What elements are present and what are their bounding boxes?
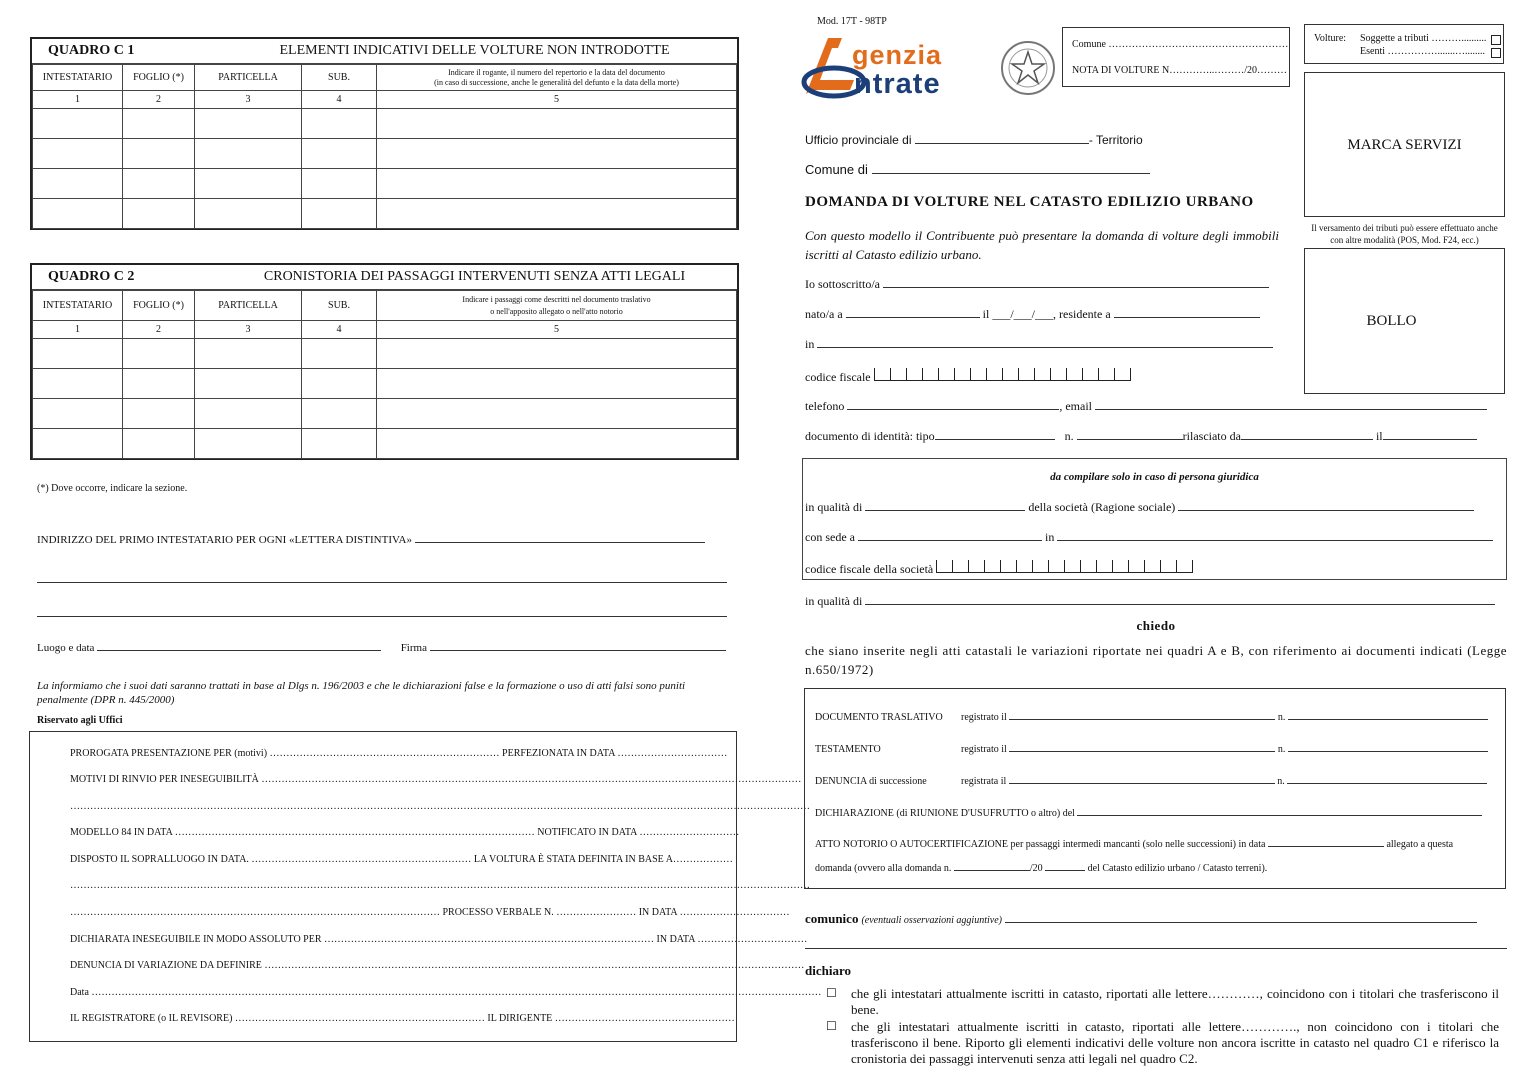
dich2-text: che gli intestatari attualmente iscritti in catasto, riportati alle lettere…………., non coincidono con i titolari che trasferiscono il bene. Riporto gli elementi indicativi delle volture non ancora iscritte in catasto nel quadro C1 e riferisco la cronistoria dei passaggi intervenuti senza atti legali nel quadro C2.: [851, 1019, 1499, 1066]
codice-fiscale-label: codice fiscale: [805, 370, 871, 384]
col-header-note: [377, 291, 737, 321]
table-cell[interactable]: [33, 169, 123, 199]
table-row[interactable]: [33, 109, 737, 139]
col-header: INTESTATARIO: [33, 65, 123, 91]
dichiarazione-row: [815, 808, 1482, 819]
col-number: 1: [33, 91, 123, 109]
uffici-box: [29, 731, 822, 1042]
col-header: FOGLIO (*): [123, 291, 195, 321]
uffici-row: IL REGISTRATORE (o IL REVISORE) ………………………………………………………………… IL DIRIGENTE ………………………………………………: [70, 1013, 735, 1024]
table-cell[interactable]: [302, 169, 377, 199]
table-cell[interactable]: [123, 199, 195, 229]
domanda-year-input[interactable]: [1045, 870, 1085, 871]
nato-row: [805, 307, 1260, 322]
sede-row: [805, 530, 1493, 545]
doc-date-input[interactable]: [1009, 719, 1275, 720]
table-cell[interactable]: [195, 399, 302, 429]
qualita-label: in qualità di: [805, 500, 863, 514]
comune-label: Comune di: [805, 162, 868, 177]
doc-n-input[interactable]: [1288, 719, 1488, 720]
table-cell[interactable]: [302, 109, 377, 139]
atto-notorio-input[interactable]: [1268, 846, 1384, 847]
table-cell[interactable]: [302, 399, 377, 429]
comunico-note: (eventuali osservazioni aggiuntive): [861, 915, 1002, 926]
table-row[interactable]: [33, 369, 737, 399]
documento-tipo-input[interactable]: [935, 439, 1055, 440]
quadro-c2-header: [32, 265, 737, 290]
comune-field[interactable]: Comune ………………………………………………: [1072, 39, 1289, 50]
luogo-data-row: [37, 642, 726, 654]
uffici-row: PROROGATA PRESENTAZIONE PER (motivi) …………………………………………………………… PERFEZIONATA IN DATA ……………………………: [70, 748, 728, 759]
col-number: 3: [195, 321, 302, 339]
doc-row: [815, 744, 1488, 755]
table-cell[interactable]: [123, 429, 195, 459]
table-row[interactable]: [33, 139, 737, 169]
table-cell[interactable]: [377, 169, 737, 199]
col-number: 2: [123, 91, 195, 109]
documento-il-input[interactable]: [1383, 439, 1477, 440]
dich2-checkbox[interactable]: ☐: [826, 1019, 837, 1033]
doc-date-input[interactable]: [1009, 751, 1275, 752]
volture-box: [1304, 24, 1504, 64]
table-row[interactable]: [33, 199, 737, 229]
rilasciato-input[interactable]: [1241, 439, 1373, 440]
page-title: DOMANDA DI VOLTURE NEL CATASTO EDILIZIO URBANO: [805, 194, 1254, 210]
comunico-line-2[interactable]: [805, 948, 1507, 949]
table-cell[interactable]: [123, 139, 195, 169]
table-cell[interactable]: [195, 199, 302, 229]
dichiarazione-label: DICHIARAZIONE (di RIUNIONE D'USUFRUTTO o altro) del: [815, 808, 1075, 819]
logo-text-top: genzia: [852, 40, 943, 70]
firma-label: Firma: [400, 642, 427, 654]
persona-giuridica-title: da compilare solo in caso di persona giuridica: [1050, 471, 1259, 483]
uffici-row: ………………………………………………………………………………………………… PROCESSO VERBALE N. …………………… IN DATA ……………………………: [70, 907, 790, 918]
doc-n-label: n.: [1277, 776, 1285, 787]
sede-in-input[interactable]: [1057, 540, 1493, 541]
rilasciato-label: rilasciato da: [1182, 429, 1241, 443]
table-row[interactable]: [33, 399, 737, 429]
mod-code: Mod. 17T - 98TP: [817, 16, 887, 27]
email-label: , email: [1059, 399, 1092, 413]
soggette-label: Soggette a tributi ………..........: [1360, 33, 1487, 44]
nota-volture-box: [1062, 27, 1290, 87]
intro-text: Con questo modello il Contribuente può presentare la domanda di volture degli immobili iscritti al Catasto edilizio urbano.: [805, 228, 1279, 262]
uffici-row: MOTIVI DI RINVIO PER INESEGUIBILITÀ ………………………………………………………………………………………………………………………………………………: [70, 774, 802, 785]
dichiaro-heading: dichiaro: [805, 963, 851, 978]
indirizzo-row: [37, 534, 705, 546]
table-cell[interactable]: [377, 199, 737, 229]
cf-societa-input[interactable]: [936, 560, 1193, 577]
atto-notorio-label: ATTO NOTORIO O AUTOCERTIFICAZIONE per passaggi intermedi mancanti (solo nelle successioni) in data: [815, 839, 1266, 850]
comunico-row: [805, 911, 1477, 927]
societa-input[interactable]: [1178, 510, 1474, 511]
societa-label: della società (Ragione sociale): [1028, 500, 1176, 514]
col-header: PARTICELLA: [195, 65, 302, 91]
domanda-n-label: domanda (ovvero alla domanda n.: [815, 863, 952, 874]
table-cell[interactable]: [33, 429, 123, 459]
doc-date-input[interactable]: [1009, 783, 1275, 784]
qualita-input[interactable]: [865, 510, 1025, 511]
del-catasto-label: del Catasto edilizio urbano / Catasto terreni).: [1087, 863, 1268, 874]
table-cell[interactable]: [33, 339, 123, 369]
comune-input[interactable]: [872, 173, 1150, 174]
volture-label: Volture:: [1314, 33, 1347, 44]
birth-date-input[interactable]: ___/___/___: [992, 307, 1053, 321]
chiedo-text: che siano inserite negli atti catastali le variazioni riportate nei quadri A e B, con riferimento ai documenti indicati (Legge n.650/1972): [805, 643, 1507, 677]
indirizzo-input[interactable]: [415, 542, 705, 543]
telefono-input[interactable]: [847, 409, 1059, 410]
domanda-n-input[interactable]: [954, 870, 1030, 871]
quadro-c2: [30, 263, 739, 460]
table-cell[interactable]: [195, 369, 302, 399]
qualita-row: [805, 500, 1474, 515]
ufficio-row: [805, 133, 1143, 147]
sede-in-label: in: [1044, 530, 1055, 544]
table-cell[interactable]: [195, 339, 302, 369]
sottoscritto-row: [805, 277, 1269, 292]
sottoscritto-input[interactable]: [883, 287, 1269, 288]
col-number: 5: [377, 91, 737, 109]
atto-notorio-row: [815, 839, 1453, 850]
territorio-label: - Territorio: [1088, 133, 1143, 147]
table-cell[interactable]: [33, 199, 123, 229]
quadro-c2-label: QUADRO C 2: [48, 269, 135, 284]
table-cell[interactable]: [302, 339, 377, 369]
col-header-note-line: (in caso di successione, anche le generalità del defunto e la data della morte): [434, 77, 679, 87]
documento-row: [805, 429, 1477, 444]
ufficio-label: Ufficio provinciale di: [805, 133, 912, 147]
documento-label: documento di identità: tipo: [805, 429, 935, 443]
table-cell[interactable]: [195, 139, 302, 169]
qualita2-input[interactable]: [865, 604, 1495, 605]
col-number: 2: [123, 321, 195, 339]
quadro-c1: [30, 37, 739, 230]
doc-row: [815, 712, 1488, 723]
table-cell[interactable]: [377, 429, 737, 459]
table-cell[interactable]: [302, 429, 377, 459]
in-input[interactable]: [817, 347, 1273, 348]
col-header-note: [377, 65, 737, 91]
table-cell[interactable]: [302, 139, 377, 169]
col-header-note-line: Indicare i passaggi come descritti nel documento traslativo: [462, 294, 651, 304]
doc-n-label: n.: [1277, 744, 1286, 755]
qualita2-row: [805, 594, 1495, 609]
sede-input[interactable]: [858, 540, 1042, 541]
col-header: SUB.: [302, 65, 377, 91]
allegato-label: allegato a questa: [1386, 839, 1454, 850]
nato-label: nato/a a: [805, 307, 843, 321]
luogo-data-label: Luogo e data: [37, 642, 95, 654]
indirizzo-label: INDIRIZZO DEL PRIMO INTESTATARIO PER OGNI «LETTERA DISTINTIVA»: [37, 534, 412, 546]
table-cell[interactable]: [377, 369, 737, 399]
comunico-label: comunico: [805, 911, 859, 926]
quadro-c1-title: ELEMENTI INDICATIVI DELLE VOLTURE NON INTRODOTTE: [279, 43, 670, 58]
soggette-checkbox[interactable]: [1491, 35, 1501, 45]
doc-reg-label: registrata il: [961, 776, 1007, 787]
doc-n-label: n.: [1277, 712, 1286, 723]
codice-fiscale-input[interactable]: [874, 368, 1131, 385]
luogo-data-input[interactable]: [97, 650, 381, 651]
table-cell[interactable]: [377, 399, 737, 429]
table-cell[interactable]: [33, 139, 123, 169]
in-label: in: [805, 337, 815, 351]
firma-input[interactable]: [430, 650, 726, 651]
table-cell[interactable]: [123, 339, 195, 369]
qualita2-label: in qualità di: [805, 594, 863, 608]
quadro-c1-label: QUADRO C 1: [48, 43, 135, 58]
col-header: SUB.: [302, 291, 377, 321]
il-label: il: [982, 307, 990, 321]
residente-label: , residente a: [1053, 307, 1111, 321]
table-cell[interactable]: [377, 339, 737, 369]
residente-input[interactable]: [1114, 317, 1260, 318]
doc-n-input[interactable]: [1288, 751, 1488, 752]
esenti-checkbox[interactable]: [1491, 48, 1501, 58]
domanda-row: [815, 863, 1267, 874]
doc-row: [815, 776, 1487, 787]
slash20-label: /20: [1029, 863, 1043, 874]
quadro-c2-table: [32, 290, 737, 459]
riservato-label: Riservato agli Uffici: [37, 715, 123, 726]
uffici-row: Data …………………………………………………………………………………………………………………………………………………………………………………………………: [70, 987, 822, 998]
cf-societa-label: codice fiscale della società: [805, 562, 934, 576]
privacy-note: La informiamo che i suoi dati saranno trattati in base al Dlgs n. 196/2003 e che le dichiarazioni false e la formazione o uso di atti falsi sono puniti penalmente (DPR n. 445/2000): [37, 680, 686, 706]
col-header: FOGLIO (*): [123, 65, 195, 91]
doc-type-label: DENUNCIA di successione: [815, 776, 927, 787]
ufficio-input[interactable]: [915, 143, 1089, 144]
doc-type-label: DOCUMENTO TRASLATIVO: [815, 712, 943, 723]
indirizzo-line-3[interactable]: [37, 616, 727, 617]
esenti-label: Esenti …………….......…........: [1360, 46, 1485, 57]
doc-reg-label: registrato il: [961, 712, 1007, 723]
table-row[interactable]: [33, 339, 737, 369]
doc-reg-label: registrato il: [961, 744, 1007, 755]
documento-n-label: n.: [1064, 429, 1074, 443]
table-cell[interactable]: [302, 369, 377, 399]
footnote: (*) Dove occorre, indicare la sezione.: [37, 483, 188, 494]
telefono-label: telefono: [805, 399, 845, 413]
marca-servizi-box: [1304, 72, 1505, 217]
table-cell[interactable]: [123, 169, 195, 199]
agenzia-entrate-logo: [798, 32, 1058, 104]
documento-n-input[interactable]: [1077, 439, 1183, 440]
quadro-c1-header: [32, 39, 737, 64]
nato-input[interactable]: [846, 317, 980, 318]
documento-il-label: il: [1375, 429, 1383, 443]
bollo-box: [1304, 248, 1505, 394]
col-header-note-line: o nell'apposito allegato o nell'atto notorio: [490, 306, 623, 316]
email-input[interactable]: [1095, 409, 1487, 410]
versamento-note: Il versamento dei tributi può essere effettuato anche con altre modalità (POS, Mod. F24, ecc.): [1311, 223, 1498, 245]
indirizzo-line-2[interactable]: [37, 582, 727, 583]
codice-fiscale-row: [805, 368, 1131, 385]
dich1-text: che gli intestatari attualmente iscritti in catasto, riportati alle lettere…………, coincidono con i titolari che trasferiscono il bene.: [851, 986, 1499, 1017]
comune-row: [805, 162, 1150, 177]
doc-n-input[interactable]: [1287, 783, 1487, 784]
quadro-c1-table: [32, 64, 737, 229]
bollo-label: BOLLO: [1366, 313, 1417, 329]
table-cell[interactable]: [195, 109, 302, 139]
table-cell[interactable]: [377, 109, 737, 139]
uffici-row: DISPOSTO IL SOPRALLUOGO IN DATA. ………………………………………………………… LA VOLTURA È STATA DEFINITA IN BASE A………………: [70, 854, 733, 865]
logo-text-bottom: ntrate: [854, 68, 941, 100]
uffici-row: ……………………………………………………………………………………………………………………………………………………………………………………………………: [70, 880, 810, 891]
quadro-c2-title: CRONISTORIA DEI PASSAGGI INTERVENUTI SENZA ATTI LEGALI: [263, 269, 686, 284]
table-cell[interactable]: [33, 369, 123, 399]
table-cell[interactable]: [123, 109, 195, 139]
persona-giuridica-box: [802, 458, 1507, 580]
uffici-row: ……………………………………………………………………………………………………………………………………………………………………………………………………: [70, 801, 810, 812]
table-cell[interactable]: [195, 429, 302, 459]
table-row[interactable]: [33, 169, 737, 199]
doc-type-label: TESTAMENTO: [815, 744, 881, 755]
table-cell[interactable]: [302, 199, 377, 229]
col-number: 4: [302, 91, 377, 109]
table-row[interactable]: [33, 429, 737, 459]
col-header: INTESTATARIO: [33, 291, 123, 321]
marca-servizi-label: MARCA SERVIZI: [1347, 137, 1462, 153]
dich1-checkbox[interactable]: ☐: [826, 986, 837, 1000]
table-cell[interactable]: [195, 169, 302, 199]
telefono-row: [805, 399, 1487, 414]
col-number: 4: [302, 321, 377, 339]
table-cell[interactable]: [33, 109, 123, 139]
documenti-box: [804, 688, 1506, 889]
comunico-input[interactable]: [1005, 922, 1477, 923]
col-header: PARTICELLA: [195, 291, 302, 321]
uffici-row: MODELLO 84 IN DATA ……………………………………………………………………………………………… NOTIFICATO IN DATA …………………………: [70, 827, 740, 838]
col-number: 1: [33, 321, 123, 339]
table-cell[interactable]: [123, 369, 195, 399]
uffici-row: DENUNCIA DI VARIAZIONE DA DEFINIRE ………………………………………………………………………………………………………………………………………………: [70, 960, 805, 971]
chiedo-heading: chiedo: [1136, 618, 1176, 633]
col-number: 3: [195, 91, 302, 109]
col-number: 5: [377, 321, 737, 339]
sottoscritto-label: Io sottoscritto/a: [805, 277, 880, 291]
nota-volture-field[interactable]: NOTA DI VOLTURE N…………..………/20………: [1072, 65, 1288, 76]
in-row: [805, 337, 1273, 352]
table-cell[interactable]: [33, 399, 123, 429]
cf-societa-row: [805, 560, 1193, 577]
uffici-row: DICHIARATA INESEGUIBILE IN MODO ASSOLUTO PER ……………………………………………………………………………………… IN DATA ……………………………: [70, 934, 808, 945]
col-header-note-line: Indicare il rogante, il numero del repertorio e la data del documento: [448, 67, 665, 77]
sede-label: con sede a: [805, 530, 855, 544]
dichiarazione-input[interactable]: [1077, 815, 1482, 816]
table-cell[interactable]: [123, 399, 195, 429]
table-cell[interactable]: [377, 139, 737, 169]
